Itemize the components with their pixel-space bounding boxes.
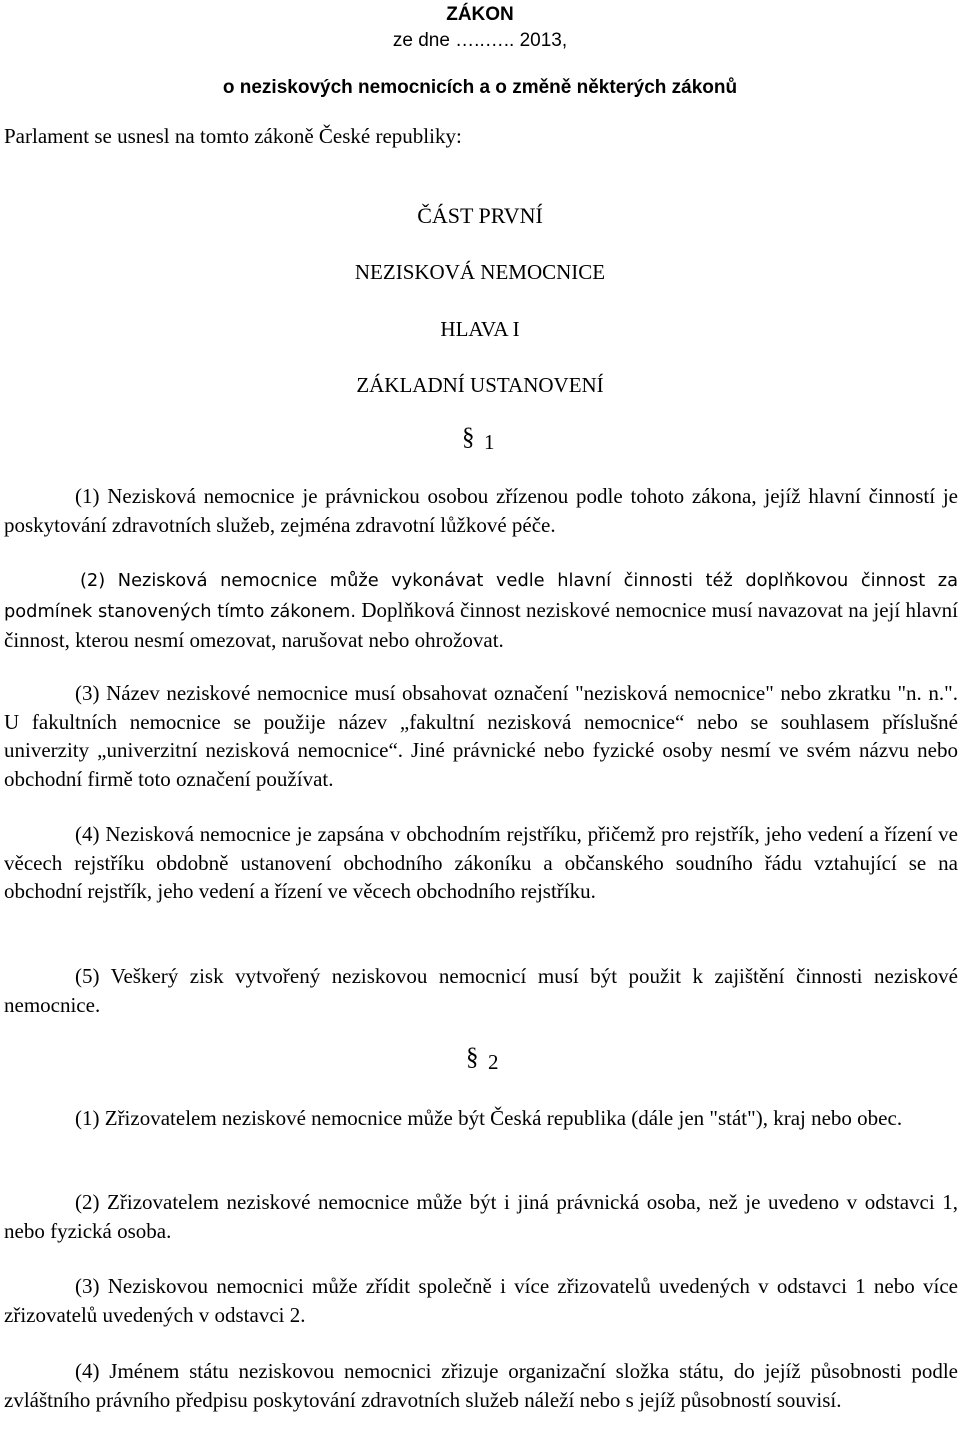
section-sign: §	[462, 424, 475, 451]
law-date: ze dne …..….. 2013,	[392, 30, 568, 51]
chapter-heading: HLAVA I	[440, 317, 520, 341]
section-number: 2	[488, 1050, 499, 1074]
section-sign: §	[466, 1044, 479, 1071]
part-heading: ČÁST PRVNÍ	[417, 203, 543, 228]
section-2-paragraph-2: (2) Zřizovatelem neziskové nemocnice může být i jiná právnická osoba, než je uvedeno v odstavci 1, nebo fyzická osoba.	[4, 1190, 958, 1243]
section-1-paragraph-4: (4) Nezisková nemocnice je zapsána v obchodním rejstříku, přičemž pro rejstřík, jeho vedení a řízení ve věcech rejstříku obdobně ustanovení obchodního zákoníku a občanského soudního řádu vztahující se na obchodní rejstřík, jeho vedení a řízení ve věcech obchodního rejstříku.	[4, 822, 958, 903]
law-subject: o neziskových nemocnicích a o změně některých zákonů	[222, 77, 738, 98]
section-1-paragraph-5: (5) Veškerý zisk vytvořený neziskovou nemocnicí musí být použit k zajištění činnosti neziskové nemocnice.	[4, 964, 958, 1017]
law-title: ZÁKON	[446, 4, 514, 25]
section-1-paragraph-3: (3) Název neziskové nemocnice musí obsahovat označení "nezisková nemocnice" nebo zkratku "n. n.". U fakultních nemocnice se použije název „fakultní nezisková nemocnice“ nebo se souhlasem příslušné univerzity „univerzitní nezisková nemocnice“. Jiné právnické nebo fyzické osoby nesmí ve svém názvu nebo obchodní firmě toto označení používat.	[4, 681, 958, 791]
chapter-name: ZÁKLADNÍ USTANOVENÍ	[356, 373, 604, 397]
section-2-paragraph-4: (4) Jménem státu neziskovou nemocnici zřizuje organizační složka státu, do jejíž působnosti podle zvláštního právního předpisu poskytování zdravotních služeb náleží nebo s jejíž působností souvisí.	[4, 1359, 958, 1412]
part-name: NEZISKOVÁ NEMOCNICE	[354, 260, 606, 284]
section-1-paragraph-1: (1) Nezisková nemocnice je právnickou osobou zřízenou podle tohoto zákona, jejíž hlavní činností je poskytování zdravotních služeb, zejména zdravotní lůžkové péče.	[4, 484, 958, 537]
paragraph-continuation: Doplňková činnost neziskové nemocnice musí navazovat na její hlavní činnost, kterou nesmí omezovat, narušovat nebo ohrožovat.	[4, 597, 959, 652]
section-2-paragraph-1: (1) Zřizovatelem neziskové nemocnice může být Česká republika (dále jen "stát"), kraj nebo obec.	[75, 1106, 903, 1130]
enactment-clause: Parlament se usnesl na tomto zákoně České republiky:	[4, 124, 462, 148]
section-1-paragraph-2: (2) Nezisková nemocnice může vykonávat vedle hlavní činnosti též doplňkovou činnost za podmínek stanovených tímto zákonem. Doplňková činnost neziskové nemocnice musí navazovat na její hlavní činnost, kterou nesmí omezovat, narušovat nebo ohrožovat.	[4, 570, 959, 652]
section-2-paragraph-3: (3) Neziskovou nemocnici může zřídit společně i více zřizovatelů uvedených v odstavci 1 nebo více zřizovatelů uvedených v odstavci 2.	[4, 1274, 958, 1327]
section-number: 1	[484, 430, 495, 454]
